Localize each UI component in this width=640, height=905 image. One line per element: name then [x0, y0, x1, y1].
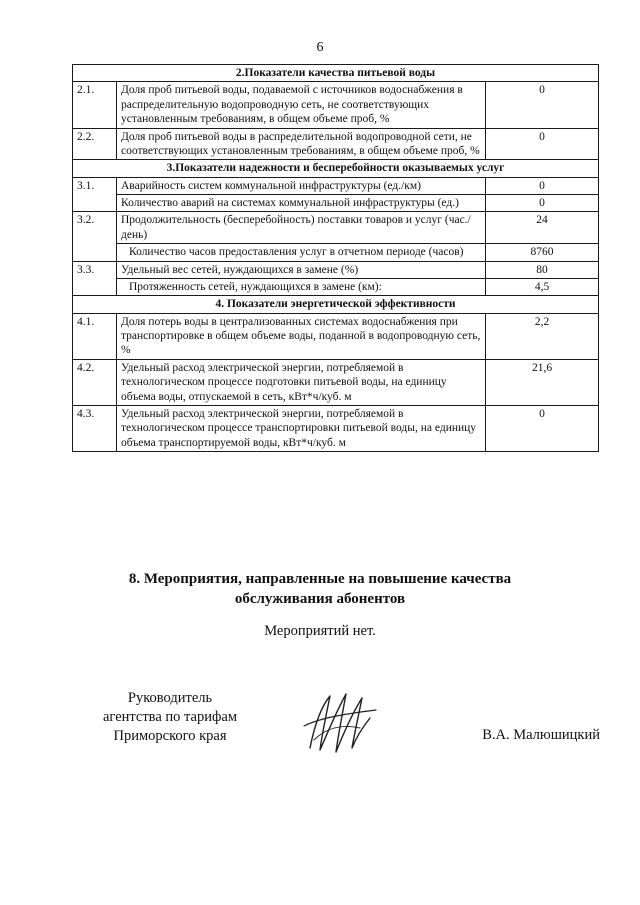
table-row: [73, 244, 599, 261]
row-description: Количество часов предоставления услуг в отчетном периоде (часов): [117, 244, 486, 261]
row-value: 8760: [486, 244, 599, 261]
row-description: Доля потерь воды в централизованных системах водоснабжения при транспортировке в общем объеме воды, поданной в водопроводную сеть, %: [117, 313, 486, 359]
indicators-table: [72, 64, 599, 452]
row-description: Доля проб питьевой воды, подаваемой с источников водоснабжения в распределительную водопроводную сеть, не соответствующих установленным требованиям, в общем объеме проб, %: [117, 82, 486, 128]
row-value: 0: [486, 405, 599, 451]
table-row: [73, 313, 599, 359]
row-number: 3.3.: [73, 261, 117, 296]
table-row: [73, 195, 599, 212]
row-value: 4,5: [486, 278, 599, 295]
section-header-row: [73, 160, 599, 177]
table-row: [73, 212, 599, 244]
signer-position-line1: Руководитель: [127, 690, 213, 706]
row-description: Удельный вес сетей, нуждающихся в замене (%): [117, 261, 486, 278]
section-8-heading: [0, 570, 640, 609]
row-number: 4.1.: [73, 313, 117, 359]
row-value: 2,2: [486, 313, 599, 359]
table-row: [73, 359, 599, 405]
row-number: 4.3.: [73, 405, 117, 451]
row-value: 0: [486, 82, 599, 128]
section-header-row: [73, 296, 599, 313]
section-title: 4. Показатели энергетической эффективности: [73, 296, 599, 313]
section-title: 3.Показатели надежности и бесперебойности оказываемых услуг: [73, 160, 599, 177]
row-number: 2.1.: [73, 82, 117, 128]
section-8-heading-line1: 8. Мероприятия, направленные на повышение качества: [128, 571, 512, 587]
row-value: 0: [486, 195, 599, 212]
handwritten-signature: [300, 688, 380, 758]
row-value: 0: [486, 128, 599, 160]
row-description: Удельный расход электрической энергии, потребляемой в технологическом процессе транспортировки питьевой воды, на единицу объема транспортируемой воды, кВт*ч/куб. м: [117, 405, 486, 451]
row-number: 3.1.: [73, 177, 117, 212]
page-number: 6: [316, 40, 324, 55]
row-number: 2.2.: [73, 128, 117, 160]
table-row: [73, 405, 599, 451]
row-value: 21,6: [486, 359, 599, 405]
section-title: 2.Показатели качества питьевой воды: [73, 65, 599, 82]
row-value: 24: [486, 212, 599, 244]
row-description: Аварийность систем коммунальной инфраструктуры (ед./км): [117, 177, 486, 194]
row-description: Продолжительность (бесперебойность) поставки товаров и услуг (час./день): [117, 212, 486, 244]
section-header-row: [73, 65, 599, 82]
section-8-heading-line2: обслуживания абонентов: [234, 590, 406, 607]
row-description: Удельный расход электрической энергии, потребляемой в технологическом процессе подготовки питьевой воды, на единицу объема воды, отпускаемой в сеть, кВт*ч/куб. м: [117, 359, 486, 405]
row-number: 4.2.: [73, 359, 117, 405]
table-row: [73, 261, 599, 278]
row-number: 3.2.: [73, 212, 117, 261]
no-measures-text: Мероприятий нет.: [264, 623, 376, 639]
row-value: 80: [486, 261, 599, 278]
row-description: Количество аварий на системах коммунальной инфраструктуры (ед.): [117, 195, 486, 212]
table-row: [73, 82, 599, 128]
signer-position-line3: Приморского края: [113, 727, 227, 744]
signer-name: В.А. Малюшицкий: [482, 727, 600, 743]
table-row: [73, 177, 599, 194]
row-value: 0: [486, 177, 599, 194]
table-row: [73, 278, 599, 295]
table-row: [73, 128, 599, 160]
row-description: Доля проб питьевой воды в распределительной водопроводной сети, не соответствующих установленным требованиям, в общем объеме проб, %: [117, 128, 486, 160]
row-description: Протяженность сетей, нуждающихся в замене (км):: [117, 278, 486, 295]
signer-position: [90, 689, 250, 746]
signer-position-line2: агентства по тарифам: [103, 708, 237, 725]
